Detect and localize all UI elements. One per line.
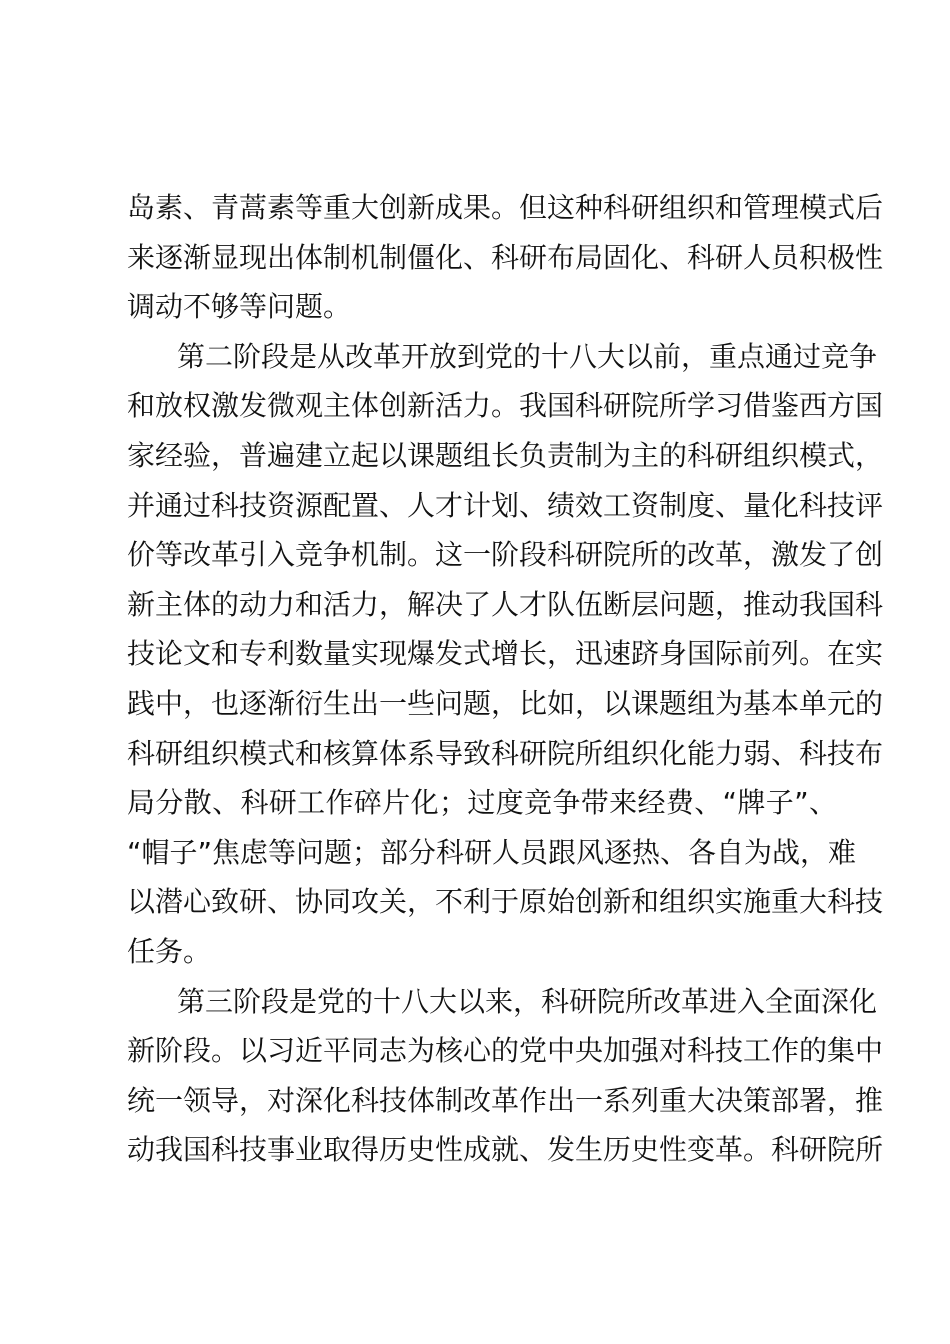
text-line: “帽子”焦虑等问题；部分科研人员跟风逐热、各自为战，难 bbox=[127, 835, 857, 869]
text-line: 和放权激发微观主体创新活力。我国科研院所学习借鉴西方国 bbox=[127, 389, 884, 423]
text-line: 新主体的动力和活力，解决了人才队伍断层问题，推动我国科 bbox=[127, 587, 884, 621]
text-line: 新阶段。以习近平同志为核心的党中央加强对科技工作的集中 bbox=[127, 1034, 884, 1068]
text-line: 局分散、科研工作碎片化；过度竞争带来经费、“牌子”、 bbox=[127, 786, 837, 820]
text-line: 家经验，普遍建立起以课题组长负责制为主的科研组织模式， bbox=[127, 438, 884, 472]
text-line: 技论文和专利数量实现爆发式增长，迅速跻身国际前列。在实 bbox=[127, 637, 884, 671]
text-line: 以潜心致研、协同攻关，不利于原始创新和组织实施重大科技 bbox=[127, 885, 884, 919]
text-line: 践中，也逐渐衍生出一些问题，比如，以课题组为基本单元的 bbox=[127, 686, 884, 720]
text-line: 动我国科技事业取得历史性成就、发生历史性变革。科研院所 bbox=[127, 1133, 884, 1167]
document-body bbox=[127, 183, 884, 1175]
text-line: 调动不够等问题。 bbox=[127, 290, 352, 324]
text-line: 科研组织模式和核算体系导致科研院所组织化能力弱、科技布 bbox=[127, 736, 884, 770]
text-line: 统一领导，对深化科技体制改革作出一系列重大决策部署，推 bbox=[127, 1083, 884, 1117]
paragraph-start-line: 第三阶段是党的十八大以来，科研院所改革进入全面深化 bbox=[177, 984, 878, 1018]
paragraph-start-line: 第二阶段是从改革开放到党的十八大以前，重点通过竞争 bbox=[177, 339, 878, 373]
text-line: 来逐渐显现出体制机制僵化、科研布局固化、科研人员积极性 bbox=[127, 240, 884, 274]
text-line: 价等改革引入竞争机制。这一阶段科研院所的改革，激发了创 bbox=[127, 538, 884, 572]
text-line: 并通过科技资源配置、人才计划、绩效工资制度、量化科技评 bbox=[127, 488, 884, 522]
text-line: 岛素、青蒿素等重大创新成果。但这种科研组织和管理模式后 bbox=[127, 191, 884, 224]
text-line: 任务。 bbox=[127, 934, 212, 968]
